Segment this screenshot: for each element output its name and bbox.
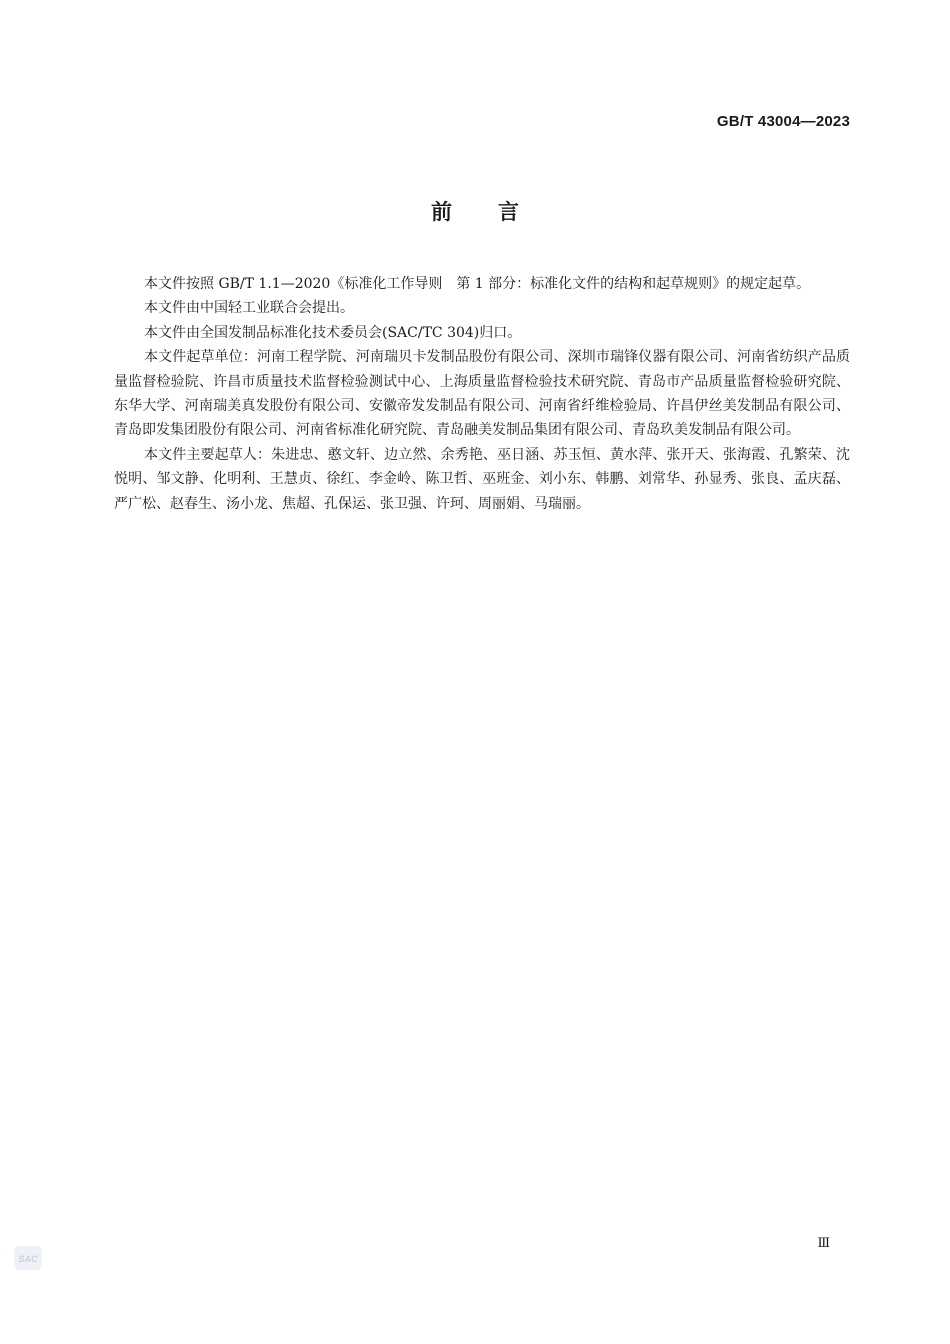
paragraph-proposer: 本文件由中国轻工业联合会提出。 — [144, 300, 354, 317]
watermark-text: SAC — [18, 1254, 38, 1264]
page-number: Ⅲ — [817, 1236, 830, 1251]
paragraph-drafting-units: 本文件起草单位：河南工程学院、河南瑞贝卡发制品股份有限公司、深圳市瑞锋仪器有限公司、河南省纺织产品质量监督检验院、许昌市质量技术监督检验测试中心、上海质量监督检验技术研究院、青岛市产品质量监督检验研究院、东华大学、河南瑞美真发股份有限公司、安徽帝发发制品有限公司、河南省纤维检验局、许昌伊丝美发制品有限公司、青岛即发集团股份有限公司、河南省标准化研究院、青岛融美发制品集团有限公司、青岛玖美发制品有限公司。 — [114, 349, 850, 439]
sac-logo-icon — [14, 1246, 42, 1270]
paragraph-technical-committee: 本文件由全国发制品标准化技术委员会(SAC/TC 304)归口。 — [144, 324, 522, 341]
page-title: 前言 — [431, 200, 565, 224]
document-body — [114, 272, 850, 516]
sac-logo-glyph — [15, 1251, 41, 1265]
paragraph-drafting-rules: 本文件按照 GB/T 1.1—2020《标准化工作导则 第 1 部分：标准化文件的结构和起草规则》的规定起草。 — [144, 276, 811, 292]
paragraph-drafters: 本文件主要起草人：朱进忠、憨文轩、边立然、余秀艳、巫日涵、苏玉恒、黄水萍、张开天、张海霞、孔繁荣、沈悦明、邹文静、化明利、王慧贞、徐红、李金岭、陈卫哲、巫班金、刘小东、韩鹏、刘常华、孙显秀、张良、孟庆磊、严广松、赵春生、汤小龙、焦超、孔保运、张卫强、许珂、周丽娟、马瑞丽。 — [114, 446, 850, 512]
standard-code: GB/T 43004—2023 — [716, 113, 850, 130]
